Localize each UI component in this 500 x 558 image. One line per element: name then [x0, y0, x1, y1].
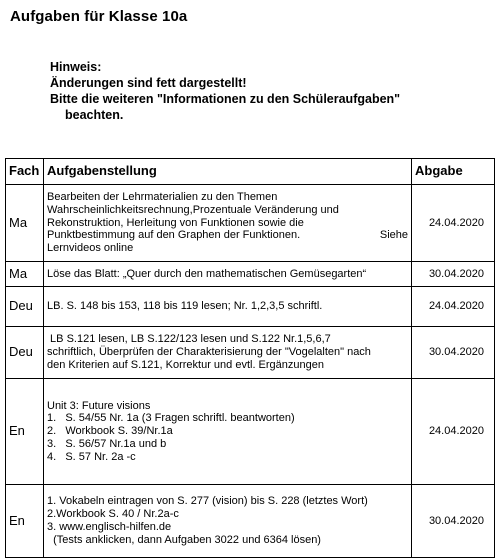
- notice-line-1: Änderungen sind fett dargestellt!: [50, 76, 247, 90]
- table-row: [6, 185, 495, 262]
- due-date-cell: 24.04.2020: [412, 185, 495, 262]
- header-task: Aufgabenstellung: [44, 159, 412, 185]
- due-date-cell: 30.04.2020: [412, 327, 495, 379]
- table-row: [6, 327, 495, 379]
- task-line-text: Siehe: [379, 229, 408, 242]
- task-line: Unit 3: Future visions: [47, 399, 151, 412]
- task-cell: [44, 185, 412, 262]
- subject-cell: Ma: [6, 185, 44, 262]
- task-line: 1. Vokabeln eintragen von S. 277 (vision) bis S. 228 (letztes Wort): [47, 495, 368, 508]
- subject-cell: Deu: [6, 287, 44, 327]
- subject-cell: En: [6, 485, 44, 558]
- due-date-cell: 24.04.2020: [412, 287, 495, 327]
- task-cell: [44, 327, 412, 379]
- table-row: [6, 379, 495, 485]
- table-row: [6, 287, 495, 327]
- subject-cell: En: [6, 379, 44, 485]
- header-due: Abgabe: [412, 159, 495, 185]
- task-line: 3. www.englisch-hilfen.de: [47, 521, 172, 533]
- task-line: Rekonstruktion, Herleitung von Funktionen sowie die: [47, 216, 304, 229]
- due-date-cell: 30.04.2020: [412, 485, 495, 558]
- task-line: LB. S. 148 bis 153, 118 bis 119 lesen; Nr. 1,2,3,5 schriftl.: [47, 300, 323, 313]
- table-row: [6, 485, 495, 558]
- task-line: 4. S. 57 Nr. 2a -c: [47, 450, 136, 463]
- table-header-row: [6, 159, 495, 185]
- notice-heading: Hinweis:: [50, 60, 102, 74]
- notice-line-2: Bitte die weiteren "Informationen zu den Schüleraufgaben": [50, 92, 401, 106]
- notice-line-3: beachten.: [65, 108, 124, 122]
- task-cell: [44, 485, 412, 558]
- task-cell: [44, 379, 412, 485]
- task-line: Lernvideos online: [47, 242, 134, 255]
- task-line: 2. Workbook S. 39/Nr.1a: [47, 425, 173, 438]
- page-title: Aufgaben für Klasse 10a: [10, 8, 188, 25]
- task-cell: [44, 262, 412, 287]
- task-line: LB S.121 lesen, LB S.122/123 lesen und S.122 Nr.1,5,6,7: [47, 333, 331, 346]
- assignments-table: [5, 158, 495, 558]
- header-subject: Fach: [6, 159, 44, 185]
- task-line: (Tests anklicken, dann Aufgaben 3022 und 6364 lösen): [47, 533, 321, 546]
- task-line: 1. S. 54/55 Nr. 1a (3 Fragen schriftl. beantworten): [47, 412, 295, 425]
- task-line: Löse das Blatt: „Quer durch den mathematischen Gemüsegarten“: [47, 267, 367, 280]
- table-row: [6, 262, 495, 287]
- task-line-text: Punktbestimmung auf den Graphen der Funktionen.: [47, 229, 301, 242]
- task-line: Wahrscheinlichkeitsrechnung,Prozentuale Veränderung und: [47, 203, 339, 216]
- due-date-cell: 24.04.2020: [412, 379, 495, 485]
- notice-box: [50, 59, 400, 123]
- subject-cell: Ma: [6, 262, 44, 287]
- task-line: den Kriterien auf S.121, Korrektur und evtl. Ergänzungen: [47, 358, 325, 371]
- task-line: [47, 229, 408, 242]
- task-line: Bearbeiten der Lehrmaterialien zu den Themen: [47, 191, 278, 203]
- task-line: schriftlich, Überprüfen der Charakterisierung der "Vogelalten" nach: [47, 346, 371, 359]
- task-line: 2.Workbook S. 40 / Nr.2a-c: [47, 508, 179, 521]
- subject-cell: Deu: [6, 327, 44, 379]
- due-date-cell: 30.04.2020: [412, 262, 495, 287]
- task-line: 3. S. 56/57 Nr.1a und b: [47, 437, 167, 450]
- task-cell: [44, 287, 412, 327]
